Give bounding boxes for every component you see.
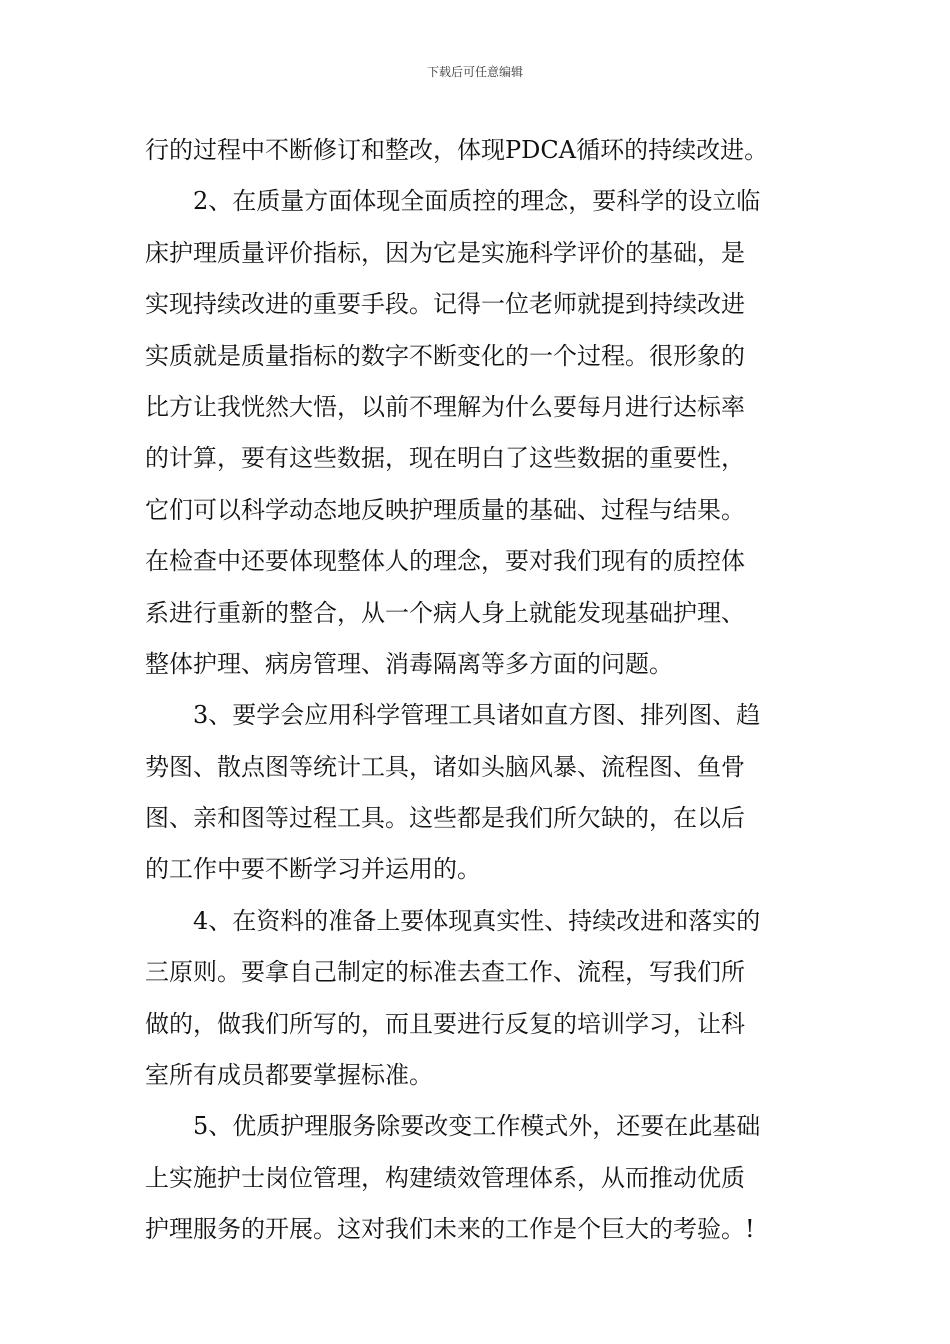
text-line: 整体护理、病房管理、消毒隔离等多方面的问题。 [145,649,673,678]
text-line: 上实施护士岗位管理，构建绩效管理体系，从而推动优质 [145,1163,745,1192]
text-line: 实现持续改进的重要手段。记得一位老师就提到持续改进 [145,290,745,319]
paragraph-5-start: 5、优质护理服务除要改变工作模式外，还要在此基础 [193,1112,761,1141]
page-header: 下载后可任意编辑 [426,65,523,79]
text-line: 的工作中要不断学习并运用的。 [145,855,481,884]
text-line: 实质就是质量指标的数字不断变化的一个过程。很形象的 [145,341,745,370]
text-line: 三原则。要拿自己制定的标准去查工作、流程，写我们所 [145,958,745,987]
paragraph-3-start: 3、要学会应用科学管理工具诸如直方图、排列图、趋 [193,701,761,730]
text-line: 图、亲和图等过程工具。这些都是我们所欠缺的，在以后 [145,804,745,833]
text-line: 系进行重新的整合，从一个病人身上就能发现基础护理、 [145,598,745,627]
text-line: 势图、散点图等统计工具，诸如头脑风暴、流程图、鱼骨 [145,752,745,781]
text-line: 床护理质量评价指标，因为它是实施科学评价的基础，是 [145,238,745,267]
text-line: 护理服务的开展。这对我们未来的工作是个巨大的考验。! [145,1215,755,1244]
text-line: 行的过程中不断修订和整改，体现PDCA循环的持续改进。 [145,136,769,164]
text-line: 在检查中还要体现整体人的理念，要对我们现有的质控体 [145,547,745,576]
text-line: 的计算，要有这些数据，现在明白了这些数据的重要性， [145,444,745,473]
text-line: 室所有成员都要掌握标准。 [145,1061,433,1090]
paragraph-4-start: 4、在资料的准备上要体现真实性、持续改进和落实的 [193,906,761,935]
document-body [145,125,807,1256]
text-line: 做的，做我们所写的，而且要进行反复的培训学习，让科 [145,1009,745,1038]
paragraph-2-start: 2、在质量方面体现全面质控的理念，要科学的设立临 [193,187,761,216]
text-line: 比方让我恍然大悟，以前不理解为什么要每月进行达标率 [145,392,745,421]
text-line: 它们可以科学动态地反映护理质量的基础、过程与结果。 [145,495,745,524]
